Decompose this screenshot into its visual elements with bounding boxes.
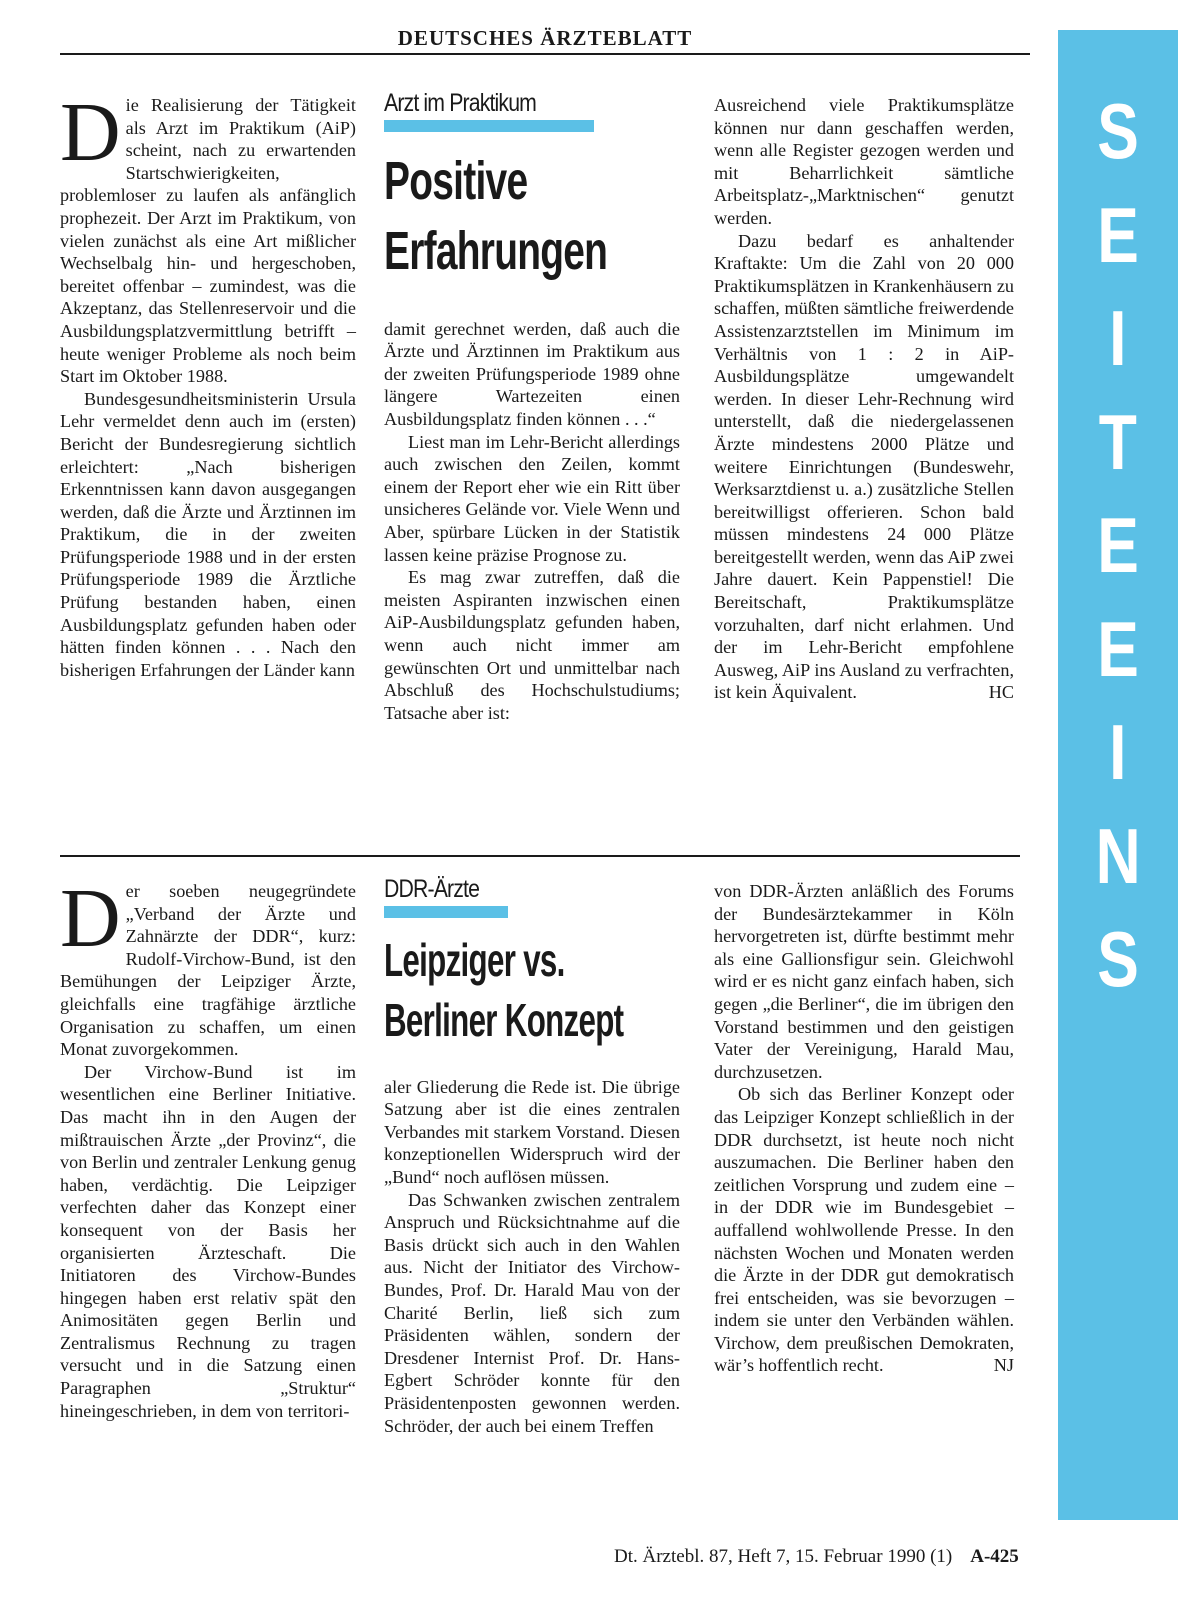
- page-number: A-425: [970, 1546, 1019, 1567]
- article1-paragraph: [60, 86, 356, 388]
- article1-paragraph: Liest man im Lehr-Bericht allerdings auch zwischen den Zeilen, kommt einem der Report eher wie ein Ritt über unsicheres Gelände vor. Viele Wenn und Aber, spürbare Lücken in der Statistik lassen keine präzise Prognose zu.: [384, 431, 680, 565]
- side-letter: N: [1095, 811, 1141, 900]
- article2-paragraph: [714, 1083, 1014, 1377]
- article2-dropcap: D: [60, 872, 121, 965]
- article2-paragraph: von DDR-Ärzten anläßlich des Forums der Bundesärztekammer in Köln hervorgetreten ist, dürfte bestimmt mehr als eine Gallionsfigur sein. Gleichwohl wird er es nicht ganz einfach haben, sich gegen „die Berliner“, die im übrigen den Vorstand bestimmen und den geistigen Vater der Vereinigung, Harald Mau, durchzusetzen.: [714, 881, 1014, 1082]
- article1-column-1: [60, 86, 356, 681]
- side-letter: E: [1097, 604, 1139, 693]
- article1-headline-line2: Erfahrungen: [384, 220, 608, 281]
- article1-text: ie Realisierung der Tätigkeit als Arzt im Praktikum (AiP) scheint, nach zu erwartenden Startschwierigkeiten, problemloser zu laufen als anfänglich prophezeit. Der Arzt im Praktikum, von vielen zunächst als eine Art mißlicher Wechselbalg hin- und hergeschoben, bereitet offenbar – zumindest, was die Akzeptanz, das Stellenreservoir und die Ausbildungsplatzvermittlung betrifft – heute weniger Probleme als noch beim Start im Oktober 1988.: [60, 95, 356, 387]
- side-letter: I: [1109, 294, 1127, 382]
- side-letter: E: [1097, 190, 1139, 279]
- article2-paragraph: Das Schwanken zwischen zentralem Anspruch und Rücksichtnahme auf die Basis drückt sich auch in den Wahlen aus. Nicht der Initiator des Virchow-Bundes, Prof. Dr. Harald Mau von der Charité Berlin, ließ sich zum Präsidenten wählen, sondern der Dresdener Internist Prof. Dr. Hans-Egbert Schröder konnte für den Präsidentenposten gewonnen werden. Schröder, der auch bei einem Treffen: [384, 1189, 680, 1436]
- page-footer: [614, 1546, 1019, 1568]
- article1-text: Dazu bedarf es anhaltender Kraftakte: Um die Zahl von 20 000 Praktikumsplätzen in Krankenhäusern zu schaffen, müßten sämtliche freiwerdende Assistenzarztstellen im Minimum im Verhältnis von 1 : 2 in AiP-Ausbildungsplätze umgewandelt werden. In dieser Lehr-Rechnung wird unterstellt, daß die niedergelassenen Ärzte mindestens 2000 Plätze und weitere Einrichtungen (Bundeswehr, Werksarztdienst u. a.) zusätzliche Stellen bereitwilligst offerieren. Schon bald müssen mindestens 24 000 Plätze bereitgestellt werden, wenn das AiP zwei Jahre dauert. Kein Pappenstiel! Die Bereitschaft, Praktikumsplätze vorzuhalten, darf nicht erlahmen. Und der im Lehr-Bericht empfohlene Ausweg, AiP ins Ausland zu verfrachten, ist kein Äquivalent.: [714, 230, 1014, 703]
- article2-text: er soeben neugegründete „Verband der Ärzte und Zahnärzte der DDR“, kurz: Rudolf-Virchow-Bund, ist den Bemühungen der Leipziger Ärzte, gleichfalls eine tragfähige ärztliche Organisation zu schaffen, um einen Monat zuvorgekommen.: [60, 881, 356, 1060]
- article-divider: [60, 855, 1020, 857]
- side-title-seite-eins: [1058, 80, 1178, 1012]
- article2-column-3: [714, 880, 1014, 1377]
- masthead: DEUTSCHES ÄRZTEBLATT: [397, 26, 693, 50]
- article1-paragraph: damit gerechnet werden, daß auch die Ärzte und Ärztinnen im Praktikum aus der zweiten Prüfungsperiode 1989 ohne längere Wartezeiten einen Ausbildungsplatz finden können . . .“: [384, 318, 680, 429]
- article2-paragraph: [60, 872, 356, 1061]
- article2-headline-line2: Berliner Konzept: [384, 993, 624, 1046]
- article1-paragraph: [714, 230, 1014, 704]
- article1-kicker-bar: [384, 120, 594, 132]
- side-letter: S: [1097, 915, 1139, 1003]
- side-letter: T: [1098, 397, 1138, 486]
- article2-kicker: DDR-Ärzte: [384, 875, 480, 903]
- article2-signature: NJ: [993, 1355, 1014, 1376]
- article2-headline-line1: Leipziger vs.: [384, 933, 565, 986]
- side-letter: S: [1097, 87, 1139, 175]
- masthead-rule: [60, 53, 1030, 55]
- footer-citation: Dt. Ärztebl. 87, Heft 7, 15. Februar 1990 (1): [614, 1546, 953, 1567]
- article2-text: Ob sich das Berliner Konzept oder das Leipziger Konzept schließlich in der DDR durchsetzt, ist heute noch nicht auszumachen. Die Berliner haben den zeitlichen Vorsprung und zudem eine – in der DDR wie im Bundesgebiet – auffallend wohlwollende Presse. In den nächsten Wochen und Monaten werden die Ärzte in der DDR gut demokratisch frei entscheiden, was sie bevorzugen – indem sie unter den Verbänden wählen. Virchow, dem preußischen Demokraten, wär’s hoffentlich recht.: [714, 1084, 1014, 1376]
- article1-column-3: [714, 94, 1014, 704]
- article2-paragraph: aler Gliederung die Rede ist. Die übrige Satzung aber ist die eines zentralen Verbandes mit starkem Vorstand. Diesen konzeptionellen Widerspruch wird der „Bund“ noch auflösen müssen.: [384, 1076, 680, 1187]
- article1-kicker: Arzt im Praktikum: [384, 89, 537, 117]
- side-letter: E: [1097, 501, 1139, 589]
- article1-signature: HC: [988, 682, 1014, 703]
- article1-paragraph: Ausreichend viele Praktikumsplätze können nur dann geschaffen werden, wenn alle Register gezogen werden und mit Beharrlichkeit sämtliche Arbeitsplatz-„Marktnischen“ genutzt werden.: [714, 95, 1014, 228]
- article2-column-1: [60, 872, 356, 1422]
- article1-paragraph: Es mag zwar zutreffen, daß die meisten Aspiranten inzwischen einen AiP-Ausbildungsplatz gefunden haben, wenn auch nicht immer am gewünschten Ort und unmittelbar nach Abschluß des Hochschulstudiums; Tatsache aber ist:: [384, 567, 680, 723]
- article1-dropcap: D: [60, 86, 121, 179]
- article1-headline-line1: Positive: [384, 150, 528, 211]
- article1-column-2: [384, 89, 680, 724]
- side-letter: I: [1109, 708, 1127, 796]
- article2-column-2: [384, 875, 680, 1437]
- article2-paragraph: Der Virchow-Bund ist im wesentlichen eine Berliner Initiative. Das macht ihn in den Augen der mißtrauischen Ärzte „der Provinz“, die von Berlin und zentraler Lenkung genug haben, verdächtig. Die Leipziger verfechten daher das Konzept einer konsequent von der Basis her organisierten Ärzteschaft. Die Initiatoren des Virchow-Bundes hingegen haben erst relativ spät den Animositäten gegen Berlin und Zentralismus Rechnung zu tragen versucht und in die Satzung einen Paragraphen „Struktur“ hineingeschrieben, in dem von territori-: [60, 1061, 356, 1421]
- article1-paragraph: Bundesgesundheitsministerin Ursula Lehr vermeldet denn auch im (ersten) Bericht der Bundesregierung sichtlich erleichtert: „Nach bisherigen Erkenntnissen kann davon ausgegangen werden, daß die Ärzte und Ärztinnen im Praktikum, die in der zweiten Prüfungsperiode 1988 und in der ersten Prüfungsperiode 1989 die Ärztliche Prüfung bestanden haben, einen Ausbildungsplatz gefunden haben oder hätten finden können . . . Nach den bisherigen Erfahrungen der Länder kann: [60, 388, 356, 680]
- article2-kicker-bar: [384, 906, 508, 918]
